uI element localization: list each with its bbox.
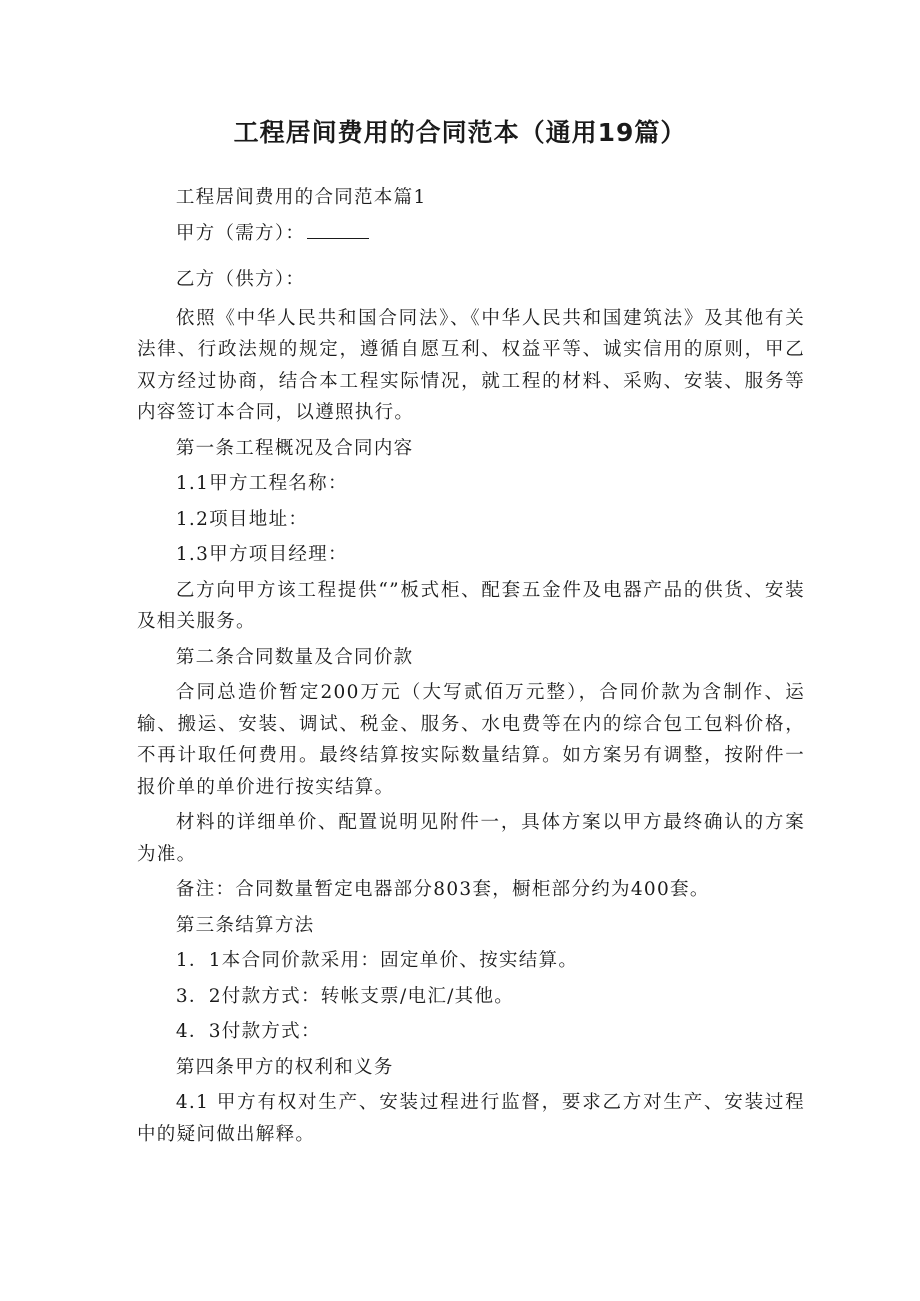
party-a-line xyxy=(137,218,805,250)
paragraph: 乙方向甲方该工程提供“”板式柜、配套五金件及电器产品的供货、安装及相关服务。 xyxy=(137,579,805,632)
clause: 4．3付款方式： xyxy=(175,1021,321,1042)
article-heading: 第四条甲方的权利和义务 xyxy=(175,1056,394,1078)
clause: 1.3甲方项目经理： xyxy=(175,544,348,565)
note: 备注：合同数量暂定电器部分803套，橱柜部分约为400套。 xyxy=(175,879,710,900)
party-a-label: 甲方（需方）： xyxy=(175,222,306,244)
article-heading: 第二条合同数量及合同价款 xyxy=(175,646,414,668)
clause: 4.1 甲方有权对生产、安装过程进行监督，要求乙方对生产、安装过程中的疑问做出解释。 xyxy=(137,1092,805,1145)
party-a-blank xyxy=(307,220,369,239)
article-heading: 第三条结算方法 xyxy=(175,914,315,936)
paragraph: 合同总造价暂定200万元（大写贰佰万元整），合同价款为含制作、运输、搬运、安装、调试、税金、服务、水电费等在内的综合包工包料价格，不再计取任何费用。最终结算按实际数量结算。如方案另有调整，按附件一报价单的单价进行按实结算。 xyxy=(137,682,805,798)
clause: 1.2项目地址： xyxy=(175,508,309,530)
paragraph: 依照《中华人民共和国合同法》、《中华人民共和国建筑法》及其他有关法律、行政法规的规定，遵循自愿互利、权益平等、诚实信用的原则，甲乙双方经过协商，结合本工程实际情况，就工程的材料、采购、安装、服务等内容签订本合同，以遵照执行。 xyxy=(137,307,805,423)
clause: 3．2付款方式：转帐支票/电汇/其他。 xyxy=(175,985,515,1007)
document-body xyxy=(137,182,805,1150)
paragraph: 材料的详细单价、配置说明见附件一，具体方案以甲方最终确认的方案为准。 xyxy=(137,812,805,865)
party-b-line: 乙方（供方）： xyxy=(175,269,306,290)
section-heading: 工程居间费用的合同范本篇1 xyxy=(175,187,427,208)
document-title: 工程居间费用的合同范本（通用19篇） xyxy=(233,118,687,147)
clause: 1．1本合同价款采用：固定单价、按实结算。 xyxy=(175,950,579,971)
article-heading: 第一条工程概况及合同内容 xyxy=(175,437,414,459)
clause: 1.1甲方工程名称： xyxy=(175,473,348,494)
